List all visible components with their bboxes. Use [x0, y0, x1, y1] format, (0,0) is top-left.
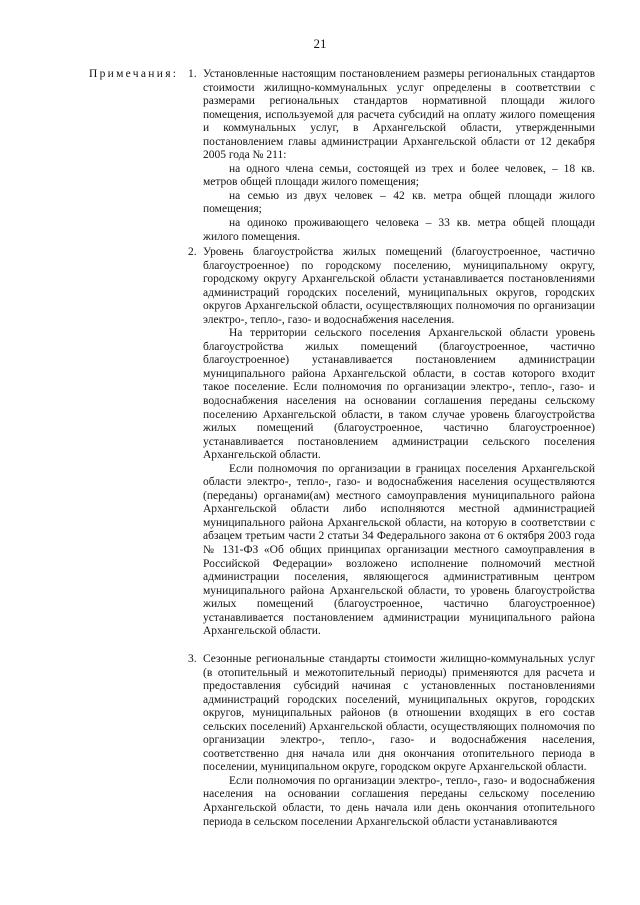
paragraph: на одиноко проживающего человека – 33 кв. метра общей площади жилого помещения. — [203, 217, 595, 243]
page-number: 21 — [313, 36, 327, 51]
note-item-2 — [203, 246, 595, 639]
paragraph: Установленные настоящим постановлением размеры региональных стандартов стоимости жилищно-коммунальных услуг определены в соответствии с размерами региональных стандартов нормативной площади жилого помещения, используемой для расчета субсидий на оплату жилого помещения и коммунальных услуг, в Архангельской области, утвержденными постановлением главы администрации Архангельской области от 12 декабря 2005 года № 211: — [203, 68, 595, 162]
item-number-3: 3. — [188, 653, 197, 665]
note-item-1 — [203, 68, 595, 244]
paragraph: Если полномочия по организации электро-, тепло-, газо- и водоснабжения населения на основании соглашения переданы сельскому поселению Архангельской области, то день начала или день окончания отопительного периода в сельском поселении Архангельской области устанавливаются — [203, 774, 595, 828]
paragraph: На территории сельского поселения Архангельской области уровень благоустройства жилых помещений (благоустроенное, частично благоустроенное) устанавливается постановлением администрации муниципального района Архангельской области, в состав которого входит такое поселение. Если полномочия по организации электро-, тепло-, газо- и водоснабжения населения на основании соглашения переданы сельскому поселению Архангельской области, в таком случае уровень благоустройства жилых помещений (благоустроенное, частично благоустроенное) устанавливается постановлением администрации сельского поселения Архангельской области. — [203, 327, 595, 462]
paragraph: на семью из двух человек – 42 кв. метра общей площади жилого помещения; — [203, 189, 595, 216]
paragraph: Уровень благоустройства жилых помещений (благоустроенное, частично благоустроенное) по городскому поселению, муниципальному округу, городскому округу Архангельской области устанавливается постановлениями администраций городских поселений, муниципальных округов, городских округов Архангельской области, осуществляющих полномочия по организации электро-, тепло-, газо- и водоснабжения населения. — [203, 246, 595, 326]
item-number-1: 1. — [188, 68, 197, 80]
paragraph: на одного члена семьи, состоящей из трех и более человек, – 18 кв. метров общей площади жилого помещения; — [203, 162, 595, 189]
notes-label: Примечания: — [89, 68, 179, 80]
paragraph: Если полномочия по организации в границах поселения Архангельской области электро-, тепло-, газо- и водоснабжения населения осуществляются (переданы) органами(ам) местного самоуправления муниципального района Архангельской области либо исполняются местной администрацией муниципального района Архангельской области, на которую в соответствии с абзацем третьим части 2 статьи 34 Федерального закона от 6 октября 2003 года № 131-ФЗ «Об общих принципах организации местного самоуправления в Российской Федерации» возложено исполнение полномочий местной администрации поселения, являющегося административным центром муниципального района Архангельской области, то уровень благоустройства жилых помещений (благоустроенное, частично благоустроенное) устанавливается постановлением администрации муниципального района Архангельской области. — [203, 462, 595, 638]
note-item-3 — [203, 653, 595, 829]
paragraph: Сезонные региональные стандарты стоимости жилищно-коммунальных услуг (в отопительный и межотопительный периоды) применяются для расчета и предоставления субсидий начиная с установленных постановлениями администраций городских поселений, муниципальных округов, городских округов, муниципальных районов (в отношении входящих в его состав сельских поселений) Архангельской области, осуществляющих полномочия по организации электро-, тепло-, газо- и водоснабжения населения, соответственно дня начала или дня окончания отопительного периода в поселении, муниципальном округе, городском округе Архангельской области. — [203, 653, 595, 774]
item-number-2: 2. — [188, 246, 197, 258]
